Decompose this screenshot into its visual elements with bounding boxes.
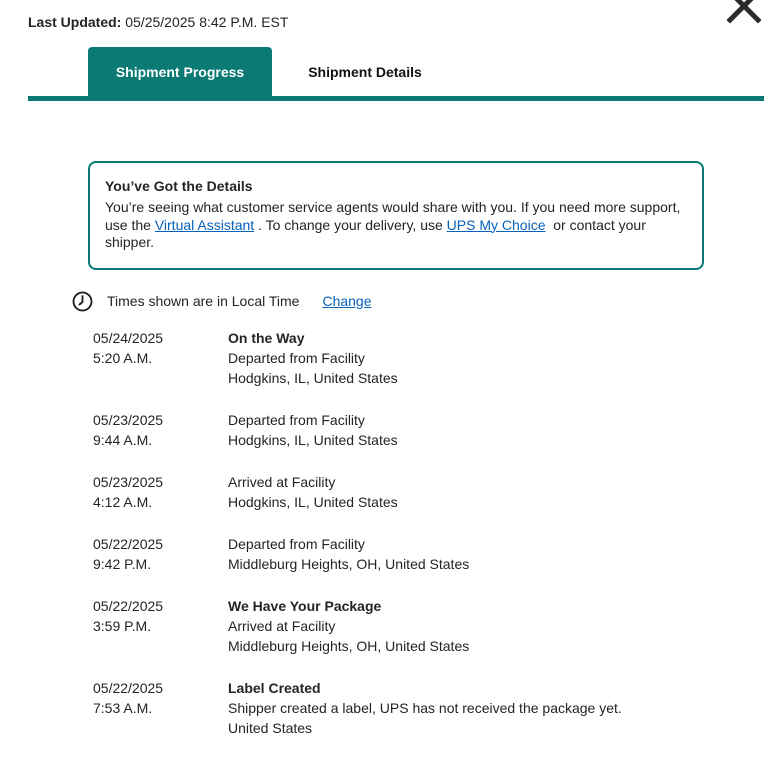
event-time: 9:42 P.M. [93,556,152,572]
event-item [93,678,733,738]
event-date: 05/22/2025 [93,536,164,552]
event-location: Middleburg Heights, OH, United States [228,556,470,572]
event-item [93,596,733,656]
event-date: 05/23/2025 [93,474,164,490]
event-date: 05/23/2025 [93,412,164,428]
ups-my-choice-link[interactable]: UPS My Choice [446,216,546,233]
event-activity: Departed from Facility [228,536,365,552]
event-datetime [93,472,228,512]
event-status: On the Way [228,330,305,346]
tab-bar [28,47,764,101]
event-date: 05/22/2025 [93,680,164,696]
event-status: Label Created [228,680,321,696]
event-location: Hodgkins, IL, United States [228,370,398,386]
event-activity: Arrived at Facility [228,618,336,634]
event-item [93,472,733,512]
clock-icon [72,291,93,312]
event-datetime [93,410,228,450]
event-item [93,410,733,450]
last-updated [28,14,288,30]
event-description [228,534,733,574]
info-title: You’ve Got the Details [105,178,253,194]
info-text-3: or contact your shipper. [105,216,646,250]
event-description [228,410,733,450]
event-time: 4:12 A.M. [93,494,153,510]
timezone-text: Times shown are in Local Time [107,293,300,309]
event-description [228,328,733,388]
last-updated-value: 05/25/2025 8:42 P.M. EST [125,14,289,30]
event-date: 05/24/2025 [93,330,164,346]
shipment-events-list [93,328,733,760]
event-time: 9:44 A.M. [93,432,153,448]
event-time: 3:59 P.M. [93,618,152,634]
event-activity: Arrived at Facility [228,474,336,490]
close-icon [726,0,762,24]
info-text-2: . To change your delivery, use [258,216,443,233]
event-activity: Shipper created a label, UPS has not received the package yet. [228,700,622,716]
event-time: 7:53 A.M. [93,700,153,716]
event-time: 5:20 A.M. [93,350,153,366]
event-activity: Departed from Facility [228,412,365,428]
event-location: United States [228,720,313,736]
event-status: We Have Your Package [228,598,382,614]
change-timezone-link[interactable]: Change [322,293,372,309]
tab-shipment-details[interactable]: Shipment Details [308,63,422,80]
event-datetime [93,534,228,574]
event-activity: Departed from Facility [228,350,365,366]
close-button[interactable] [726,0,762,24]
info-text-1: You’re seeing what customer service agents would share with you. If you need more support, use the [105,199,681,233]
event-date: 05/22/2025 [93,598,164,614]
event-location: Hodgkins, IL, United States [228,432,398,448]
virtual-assistant-link[interactable]: Virtual Assistant [154,216,255,233]
event-item [93,328,733,388]
last-updated-label: Last Updated: [28,14,122,30]
event-datetime [93,596,228,656]
tab-shipment-progress[interactable]: Shipment Progress [88,47,272,96]
event-description [228,678,733,738]
event-description [228,472,733,512]
timezone-row [72,290,372,312]
event-item [93,534,733,574]
info-body [105,199,686,252]
event-description [228,596,733,656]
event-location: Middleburg Heights, OH, United States [228,638,470,654]
event-datetime [93,678,228,738]
event-location: Hodgkins, IL, United States [228,494,398,510]
details-info-box [88,161,704,270]
event-datetime [93,328,228,388]
